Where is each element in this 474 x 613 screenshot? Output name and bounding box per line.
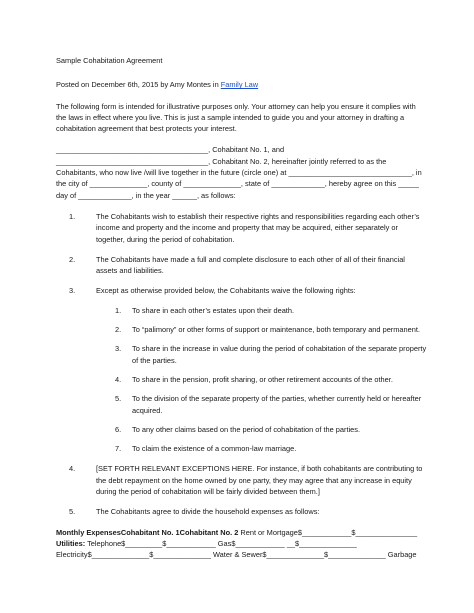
subitem-number: 1. [115, 305, 122, 315]
posted-line [56, 79, 428, 90]
waived-rights-list [96, 305, 428, 455]
utilities-label: Utilities: [56, 538, 86, 548]
item-text: Except as otherwise provided below, the Cohabitants waive the following rights: [96, 286, 356, 296]
waived-right-2 [115, 324, 428, 335]
item-text: The Cohabitants wish to establish their respective rights and responsibilities regarding each other’s income and property and the income and property that may be acquired, either separately or together, during the period of cohabitation. [96, 211, 420, 244]
item-number: 4. [69, 464, 76, 474]
agreement-item-4 [69, 463, 428, 497]
item-text: The Cohabitants have made a full and complete disclosure to each other of all of their financial assets and liabilities. [96, 254, 405, 276]
item-number: 2. [69, 254, 76, 264]
subitem-number: 4. [115, 374, 122, 384]
intro-paragraph: The following form is intended for illustrative purposes only. Your attorney can help you ensure it complies with the laws in effect where you live. This is just a sample intended to guide you and your attorney in drafting a cohabitation agreement that best protects your interest. [56, 101, 416, 134]
waived-right-3 [115, 343, 428, 366]
agreement-item-3 [69, 285, 428, 454]
expenses-rent-line: Rent or Mortgage$____________$_______________ [238, 527, 418, 537]
subitem-text: To the division of the separate property of the parties, whether currently held or hereafter acquired. [132, 394, 422, 415]
subitem-number: 6. [115, 424, 122, 434]
subitem-text: To “palimony” or other forms of support or maintenance, both temporary and permanent. [132, 325, 420, 335]
agreement-item-1 [69, 211, 428, 245]
waived-right-5 [115, 393, 428, 416]
parties-paragraph: _____________________________________, Cohabitant No. 1, and _____________________________________, Cohabitant No. 2, hereinafter jointly referred to as the Cohabitants, who now live /will live together in the future (circle one) at ______________________________, in the city of ______________, county of ______________, state of _____________, hereby agree on this _____ day of _____________, in the year ______, as follows: [56, 145, 422, 200]
expenses-heading: Monthly ExpensesCohabitant No. 1Cohabitant No. 2 [56, 527, 239, 537]
item-number: 5. [69, 507, 76, 517]
agreement-item-2 [69, 254, 428, 277]
subitem-number: 3. [115, 344, 122, 354]
agreement-item-5 [69, 506, 428, 517]
item-text: [SET FORTH RELEVANT EXCEPTIONS HERE. For instance, if both cohabitants are contributing to the debt repayment on the home owned by one party, they may agree that any increase in equity during the period of cohabitation will be fairly divided between them.] [96, 464, 423, 497]
waived-right-6 [115, 424, 428, 435]
subitem-text: To share in the increase in value during the period of cohabitation of the separate property of the parties. [132, 344, 427, 365]
expenses-utilities-lines: Telephone$_________$____________ Gas$____________ __$______________ Electricity$______________$______________ Water & Sewer$______________$______________ Garbage [56, 538, 417, 560]
subitem-text: To any other claims based on the period of cohabitation of the parties. [132, 424, 361, 434]
waived-right-1 [115, 305, 428, 316]
item-number: 3. [69, 286, 76, 296]
waived-right-4 [115, 374, 428, 385]
posted-prefix: Posted on December 6th, 2015 by Amy Montes in [56, 80, 221, 90]
expenses-section [56, 527, 428, 561]
subitem-number: 5. [115, 394, 122, 404]
family-law-link[interactable]: Family Law [220, 80, 259, 90]
waived-right-7 [115, 443, 428, 454]
subitem-text: To share in the pension, profit sharing, or other retirement accounts of the other. [132, 374, 393, 384]
subitem-text: To share in each other’s estates upon their death. [132, 305, 295, 315]
subitem-number: 7. [115, 444, 122, 454]
subitem-number: 2. [115, 325, 122, 335]
agreement-list [56, 211, 428, 518]
subitem-text: To claim the existence of a common-law marriage. [132, 444, 297, 454]
item-number: 1. [69, 211, 76, 221]
item-text: The Cohabitants agree to divide the household expenses as follows: [96, 507, 320, 517]
document-title: Sample Cohabitation Agreement [56, 56, 163, 65]
